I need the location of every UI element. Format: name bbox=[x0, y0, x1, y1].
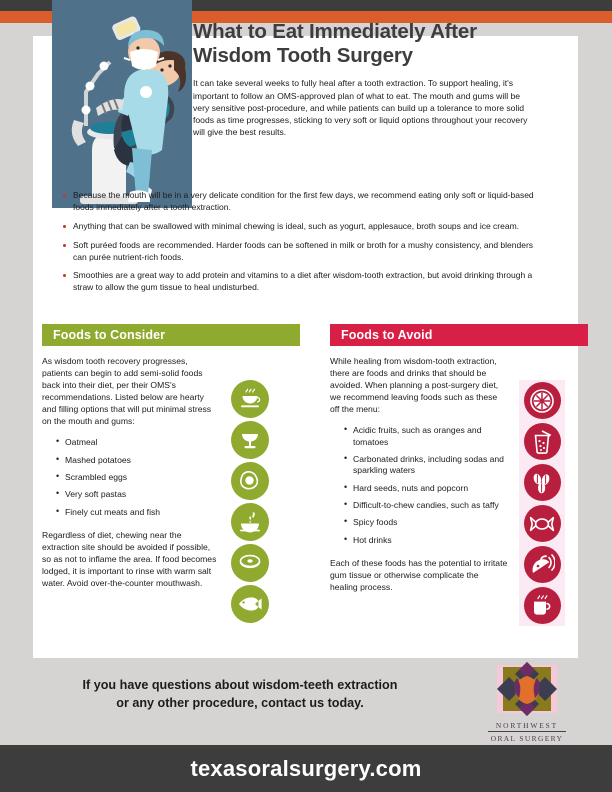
avoid-list-item: • Spicy foods bbox=[344, 517, 514, 528]
consider-list-item: • Oatmeal bbox=[56, 437, 226, 448]
foods-to-avoid-column bbox=[330, 324, 588, 593]
intro-paragraph: It can take several weeks to fully heal after a tooth extraction. To support healing, it's important to follow an OMS-approved plan of what to eat. The mouth and gums will be very sensitive post-procedure, and while patients can build up a tolerance to more solid foods as time progresses, sticking to very soft or liquid options throughout your recovery will give the best results. bbox=[193, 78, 528, 138]
consider-list-item: • Scrambled eggs bbox=[56, 472, 226, 483]
soda-glass-icon bbox=[524, 423, 561, 460]
chili-pepper-icon bbox=[524, 546, 561, 583]
seeds-nuts-icon bbox=[524, 464, 561, 501]
main-bullet-item: Smoothies are a great way to add protein and vitamins to a diet after wisdom-tooth extraction, but avoid drinking through a straw to allow the gum tissue to heal undisturbed. bbox=[62, 270, 540, 294]
hot-mug-icon bbox=[524, 587, 561, 624]
fried-egg-icon bbox=[231, 462, 269, 500]
footer-message-line1: If you have questions about wisdom-teeth extraction bbox=[82, 678, 398, 692]
seeds-nuts-icon-bg bbox=[519, 462, 565, 503]
bottom-url-bar bbox=[0, 745, 612, 792]
foods-to-consider-footer: Regardless of diet, chewing near the extraction site should be avoided if possible, so as not to inflame the area. If food becomes lodged, it is important to rinse with warm salt water. Avoid over-the-counter mouthwash. bbox=[42, 529, 217, 589]
foods-to-consider-icon-stack bbox=[231, 380, 277, 626]
page-title-line1: What to Eat Immediately After bbox=[193, 20, 477, 43]
citrus-slice-icon bbox=[524, 382, 561, 419]
consider-list-item: • Mashed potatoes bbox=[56, 455, 226, 466]
foods-to-avoid-list bbox=[330, 425, 514, 546]
soda-glass-icon-bg bbox=[519, 421, 565, 462]
foods-to-consider-heading-label: Foods to Consider bbox=[53, 328, 166, 342]
ice-cream-cup-icon bbox=[231, 421, 269, 459]
foods-to-consider-intro: As wisdom tooth recovery progresses, patients can begin to add semi-solid foods back into their diet, per their OMS's recommendations. Listed below are hearty and filling options that will put minimal stress on the mouth and gums: bbox=[42, 356, 212, 427]
foods-to-consider-column bbox=[42, 324, 300, 589]
main-bullet-item: Anything that can be swallowed with minimal chewing is ideal, such as yogurt, applesauce, broth soups and ice cream. bbox=[62, 221, 540, 233]
wrapped-candy-icon-bg bbox=[519, 503, 565, 544]
foods-to-avoid-intro: While healing from wisdom-tooth extraction, there are foods and drinks that should be avoided. When planning a post-surgery diet, we recommend leaving foods such as these off the menu: bbox=[330, 356, 499, 415]
logo-mark-icon bbox=[489, 662, 565, 718]
wrapped-candy-icon bbox=[524, 505, 561, 542]
pasta-bowl-icon bbox=[231, 503, 269, 541]
foods-to-avoid-heading bbox=[330, 324, 588, 346]
avoid-list-item: • Hard seeds, nuts and popcorn bbox=[344, 483, 514, 494]
hot-bowl-icon bbox=[231, 380, 269, 418]
page-title bbox=[193, 20, 535, 68]
citrus-slice-icon-bg bbox=[519, 380, 565, 421]
footer-message-line2: or any other procedure, contact us today. bbox=[116, 696, 364, 711]
main-bullet-item: Soft puréed foods are recommended. Harder foods can be softened in milk or broth for a mushy consistency, and blenders can purée nutrient-rich foods. bbox=[62, 240, 540, 264]
website-url[interactable]: texasoralsurgery.com bbox=[190, 755, 422, 781]
consider-list-item: • Finely cut meats and fish bbox=[56, 507, 226, 518]
foods-to-consider-list bbox=[42, 437, 226, 518]
main-bullet-list bbox=[62, 190, 540, 301]
avoid-list-item: • Acidic fruits, such as oranges and tomatoes bbox=[344, 425, 514, 448]
header-block bbox=[193, 20, 535, 138]
dentist-patient-illustration bbox=[52, 0, 192, 208]
footer-message bbox=[45, 676, 435, 713]
meat-cut-icon bbox=[231, 544, 269, 582]
fish-icon bbox=[231, 585, 269, 623]
foods-to-consider-heading bbox=[42, 324, 300, 346]
avoid-list-item: • Difficult-to-chew candies, such as taffy bbox=[344, 500, 514, 511]
avoid-list-item: • Hot drinks bbox=[344, 535, 514, 546]
avoid-list-item: • Carbonated drinks, including sodas and sparkling waters bbox=[344, 454, 514, 477]
hot-mug-icon-bg bbox=[519, 585, 565, 626]
foods-to-avoid-heading-label: Foods to Avoid bbox=[341, 328, 433, 342]
logo-name-line2: ORAL SURGERY bbox=[490, 734, 564, 743]
chili-pepper-icon-bg bbox=[519, 544, 565, 585]
company-logo bbox=[481, 662, 573, 743]
page-title-line2: Wisdom Tooth Surgery bbox=[193, 44, 413, 68]
consider-list-item: • Very soft pastas bbox=[56, 489, 226, 500]
foods-to-avoid-footer: Each of these foods has the potential to irritate gum tissue or otherwise complicate the healing process. bbox=[330, 557, 508, 592]
logo-name-line1: NORTHWEST bbox=[488, 721, 566, 732]
foods-to-avoid-icon-stack bbox=[519, 380, 565, 626]
main-bullet-item: Because the mouth will be in a very delicate condition for the first few days, we recommend eating only soft or liquid-based foods immediately after a tooth extraction. bbox=[62, 190, 540, 214]
